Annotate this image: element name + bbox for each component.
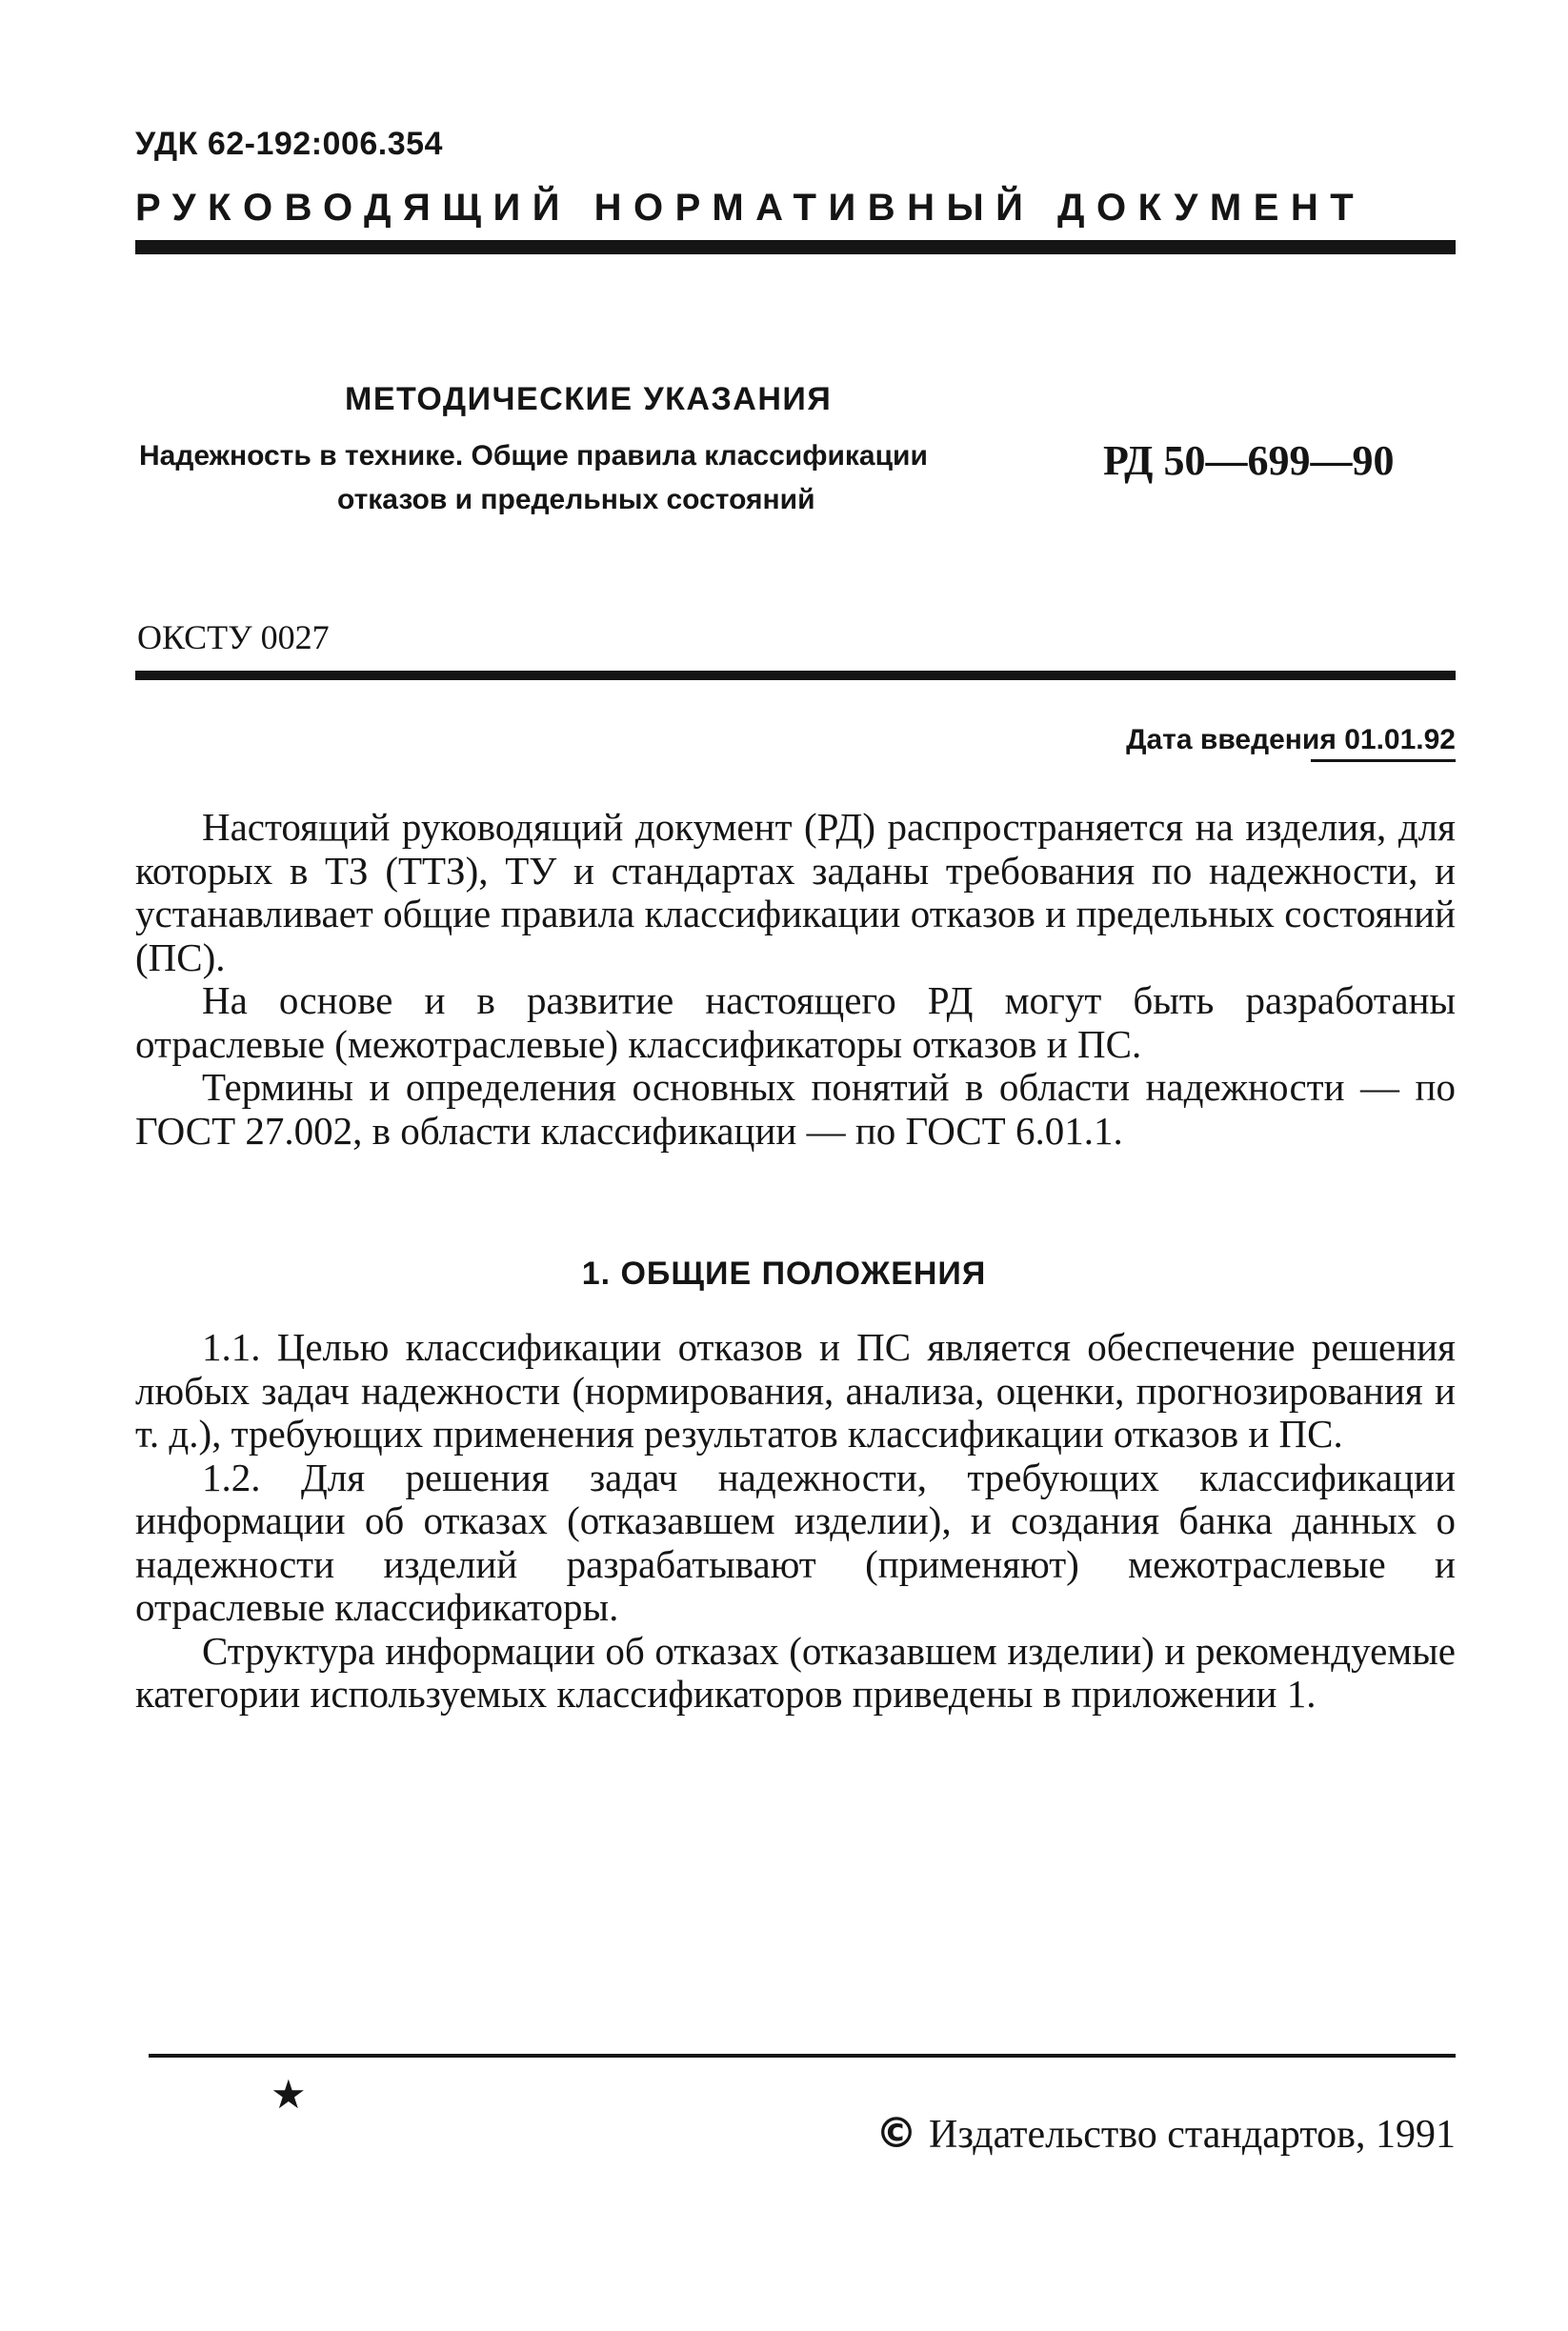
document-category: МЕТОДИЧЕСКИЕ УКАЗАНИЯ [345, 381, 833, 417]
intro-paragraph: Термины и определения основных понятий в области надежности — по ГОСТ 27.002, в области классификации — по ГОСТ 6.01.1. [135, 1065, 1456, 1153]
section-1-title: 1. ОБЩИЕ ПОЛОЖЕНИЯ [581, 1256, 987, 1292]
introduction-date [1126, 724, 1456, 756]
document-type-heading: РУКОВОДЯЩИЙ НОРМАТИВНЫЙ ДОКУМЕНТ [135, 187, 1366, 229]
section-1-text [135, 1326, 1456, 1717]
document-number: РД 50—699—90 [1103, 437, 1395, 484]
intro-date-label: Дата введения [1126, 724, 1337, 755]
section-paragraph: 1.1. Целью классификации отказов и ПС является обеспечение решения любых задач надежности (нормирования, анализа, оценки, прогнозирования и т. д.), требующих применения результатов классификации отказов и ПС. [135, 1325, 1456, 1456]
intro-paragraph: На основе и в развитие настоящего РД могут быть разработаны отраслевые (межотраслевые) классификаторы отказов и ПС. [135, 978, 1456, 1066]
section-paragraph: 1.2. Для решения задач надежности, требующих классификации информации об отказах (отказавшем изделии), и создания банка данных о надежности изделий разрабатывают (применяют) межотраслевые и отраслевые классификаторы. [135, 1455, 1456, 1629]
classification-divider [135, 671, 1456, 680]
okstu-code: ОКСТУ 0027 [137, 618, 330, 656]
document-subject [139, 434, 1082, 522]
copyright-line [875, 2109, 1456, 2158]
publisher-name: Издательство стандартов, 1991 [929, 2113, 1456, 2157]
intro-text [135, 806, 1456, 1153]
subject-line-2: отказов и предельных состояний [337, 484, 815, 515]
udk-code: УДК 62-192:006.354 [135, 126, 443, 162]
intro-date-underline [1311, 759, 1456, 762]
subject-line-1: Надежность в технике. Общие правила классификации [139, 440, 928, 472]
header-divider [135, 240, 1456, 254]
copyright-icon: © [875, 2109, 918, 2158]
section-paragraph: Структура информации об отказах (отказавшем изделии) и рекомендуемые категории используемых классификаторов приведены в приложении 1. [135, 1628, 1456, 1716]
footer-divider [149, 2054, 1456, 2058]
star-icon: ★ [271, 2071, 307, 2118]
intro-date-value: 01.01.92 [1344, 724, 1456, 755]
intro-paragraph: Настоящий руководящий документ (РД) распространяется на изделия, для которых в ТЗ (ТТЗ), ТУ и стандартах заданы требования по надежности, и устанавливает общие правила классификации отказов и предельных состояний (ПС). [135, 805, 1456, 979]
